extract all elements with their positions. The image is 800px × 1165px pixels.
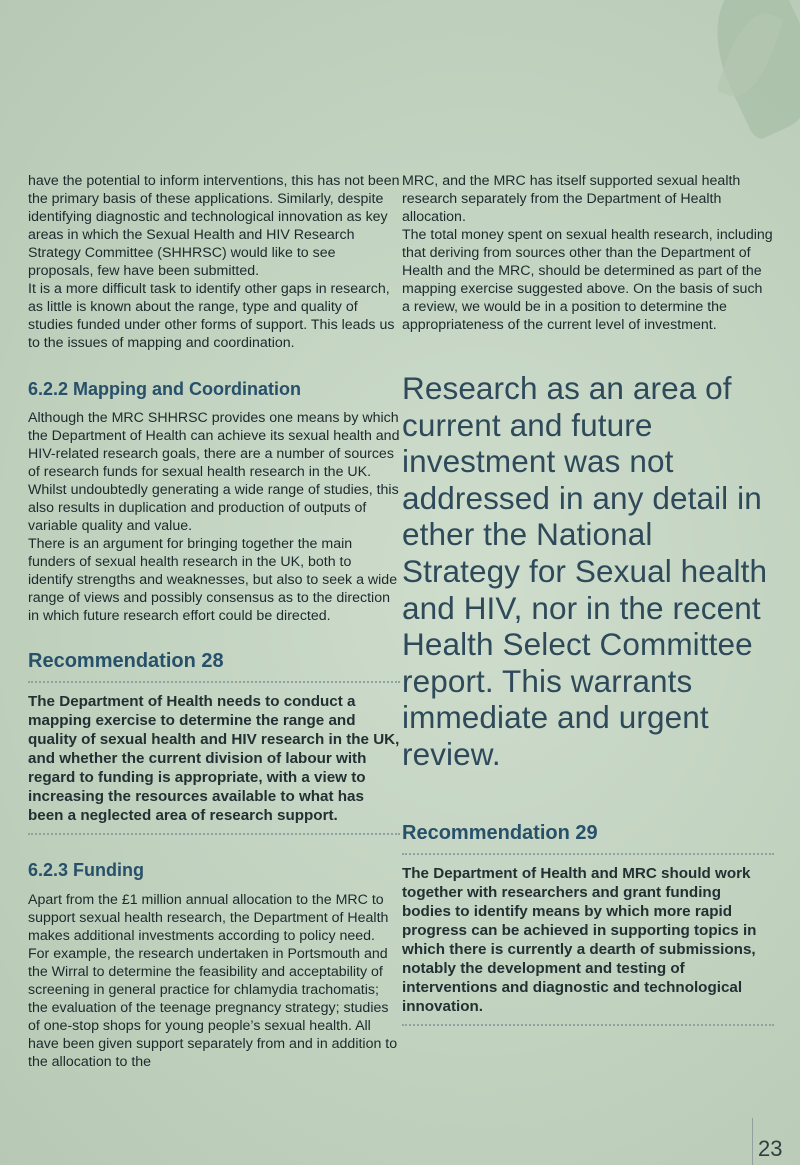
recommendation-28-text: The Department of Health needs to conduct a mapping exercise to determine the range and quality of sexual health and HIV research in the UK, and whether the current division of labour with regard to funding is appropriate, with a view to increasing the resources available to what has been a neglected area of research support.	[28, 693, 400, 824]
pull-quote: Research as an area of current and future investment was not addressed in any detail in ether the National Strategy for Sexual health and HIV, nor in the recent Health Select Committee report. This warrants immediate and urgent review.	[402, 370, 768, 772]
page-number: 23	[758, 1136, 783, 1161]
body-paragraph: There is an argument for bringing together the main funders of sexual health research in the UK, both to identify strengths and weaknesses, but also to seek a wide range of views and possibly consensus as to the direction in which future research effort could be directed.	[28, 536, 398, 624]
recommendation-28-heading: Recommendation 28	[28, 650, 224, 672]
body-paragraph: It is a more difficult task to identify other gaps in research, as little is known about the range, type and quality of studies funded under other forms of support. This leads us to the issues of mapping and coordination.	[28, 281, 395, 351]
dotted-divider	[402, 853, 774, 855]
left-column	[28, 172, 400, 1071]
body-paragraph: MRC, and the MRC has itself supported sexual health research separately from the Department of Health allocation.	[402, 173, 741, 225]
dotted-divider	[28, 681, 400, 683]
body-paragraph: Apart from the £1 million annual allocation to the MRC to support sexual health research, the Department of Health makes additional investments according to policy need. For example, the research undertaken in Portsmouth and the Wirral to determine the feasibility and acceptability of screening in general practice for chlamydia trachomatis; the evaluation of the teenage pregnancy strategy; studies of one-stop shops for young people’s sexual health. All have been given support separately from and in addition to the allocation to the	[28, 892, 398, 1070]
section-heading-mapping: 6.2.2 Mapping and Coordination	[28, 379, 302, 399]
body-paragraph: Although the MRC SHHRSC provides one means by which the Department of Health can achieve its sexual health and HIV-related research goals, there are a number of sources of research funds for sexual health research in the UK. Whilst undoubtedly generating a wide range of studies, this also results in duplication and production of outputs of variable quality and value.	[28, 410, 400, 534]
body-paragraph: The total money spent on sexual health research, including that deriving from sources other than the Department of Health and the MRC, should be determined as part of the mapping exercise suggested above. On the basis of such a review, we would be in a position to determine the appropriateness of the current level of investment.	[402, 227, 773, 333]
recommendation-29-heading: Recommendation 29	[402, 821, 598, 844]
section-heading-funding: 6.2.3 Funding	[28, 860, 145, 880]
page-number-rule	[752, 1118, 753, 1165]
right-column	[402, 172, 774, 1026]
body-paragraph: have the potential to inform interventions, this has not been the primary basis of these applications. Similarly, despite identifying diagnostic and technological innovation as key areas in which the Sexual Health and HIV Research Strategy Committee (SHHRSC) would like to see proposals, few have been submitted.	[28, 173, 400, 279]
dotted-divider	[402, 1024, 774, 1026]
dotted-divider	[28, 833, 400, 835]
recommendation-29-text: The Department of Health and MRC should work together with researchers and grant funding bodies to identify means by which more rapid progress can be achieved in supporting topics in which there is currently a dearth of submissions, notably the development and testing of interventions and diagnostic and technological innovation.	[402, 864, 757, 1015]
